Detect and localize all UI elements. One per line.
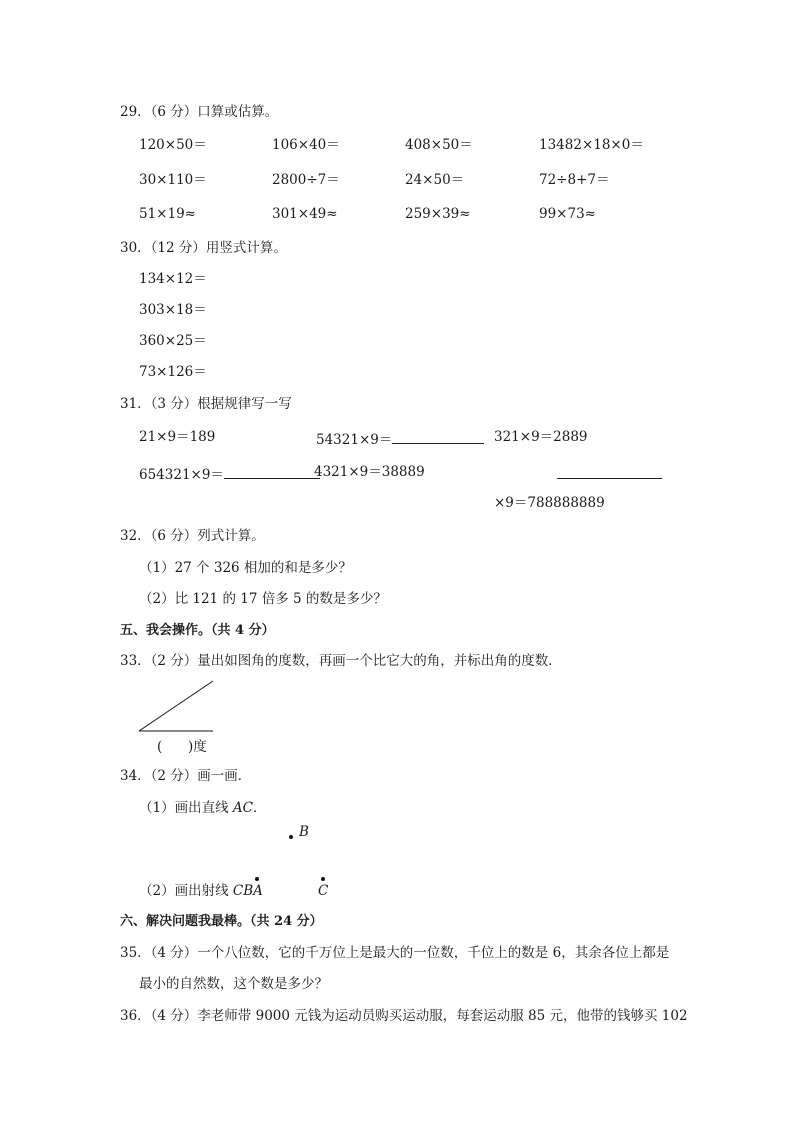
q29-r2c1: 30×110＝ [139,172,207,188]
q33-title: 33．（2 分）量出如图角的度数，再画一个比它大的角，并标出角的度数． [120,653,562,669]
q29-title: 29．（6 分）口算或估算。 [120,104,279,120]
q31-answer-blank-2[interactable] [224,466,320,479]
q30-title: 30．（12 分）用竖式计算。 [120,240,287,256]
q31-r2c2: 4321×9＝38889 [314,464,425,480]
q29-r3c1: 51×19≈ [139,206,196,222]
q31-r2c1 [139,466,320,483]
q29-r2c4: 72÷8+7＝ [539,172,610,188]
q33-paren-open: ( [157,739,163,755]
q31-answer-blank-3[interactable] [557,478,662,479]
section-5-heading: 五、我会操作。（共 4 分） [120,623,275,638]
q31-r1c3: 321×9＝2889 [494,429,588,445]
q29-r1c1: 120×50＝ [139,137,207,153]
point-c-dot [321,877,325,881]
q29-r1c4: 13482×18×0＝ [539,137,644,153]
q30-item-1: 134×12＝ [139,271,207,287]
q29-r3c2: 301×49≈ [272,206,338,222]
q35-line-2: 最小的自然数，这个数是多少？ [139,976,328,992]
q34-ray-name: CBA [232,883,263,899]
q29-r1c2: 106×40＝ [272,137,340,153]
q32-item-1: （1）27 个 326 相加的和是多少？ [139,560,352,576]
q35-line-1: 35．（4 分）一个八位数，它的千万位上是最大的一位数，千位上的数是 6，其余各位上都是 [120,945,670,961]
angle-figure [136,678,216,734]
q34-item-1 [139,802,266,816]
q29-r3c3: 259×39≈ [405,206,471,222]
point-a-dot [255,877,259,881]
q29-r1c3: 408×50＝ [405,137,473,153]
q34-line-name: AC [232,800,253,816]
q31-r3: ×9＝788888889 [494,495,605,511]
q29-r2c3: 24×50＝ [405,172,465,188]
q29-r3c4: 99×73≈ [539,206,596,222]
q31-r2c1-text: 654321×9＝ [139,467,224,483]
q31-title: 31．（3 分）根据规律写一写 [120,396,292,412]
point-c-label: C [318,883,329,899]
q34-item-1-prefix: （1）画出直线 [139,800,233,816]
q31-r1c2 [316,431,484,448]
q34-item-1-suffix: ． [252,800,267,816]
q33-paren-close: )度 [188,739,207,755]
q31-r1c1: 21×9＝189 [139,429,216,445]
point-b-label: B [299,824,309,840]
q31-r1c2-text: 54321×9＝ [316,432,393,448]
q30-item-2: 303×18＝ [139,302,207,318]
q34-title: 34．（2 分）画一画． [120,768,252,784]
q36-line-1: 36．（4 分）李老师带 9000 元钱为运动员购买运动服，每套运动服 85 元，他带的钱够买 102 [120,1008,688,1024]
section-6-heading: 六、解决问题我最棒。（共 24 分） [120,914,323,929]
q30-item-4: 73×126＝ [139,364,207,380]
q29-r2c2: 2800÷7＝ [272,172,340,188]
q32-title: 32．（6 分）列式计算。 [120,528,265,544]
q32-item-2: （2）比 121 的 17 倍多 5 的数是多少？ [139,591,387,607]
q30-item-3: 360×25＝ [139,333,207,349]
point-b-dot [289,835,293,839]
q31-answer-blank-1[interactable] [392,431,484,444]
q34-item-2 [139,885,263,899]
q34-item-2-prefix: （2）画出射线 [139,883,233,899]
